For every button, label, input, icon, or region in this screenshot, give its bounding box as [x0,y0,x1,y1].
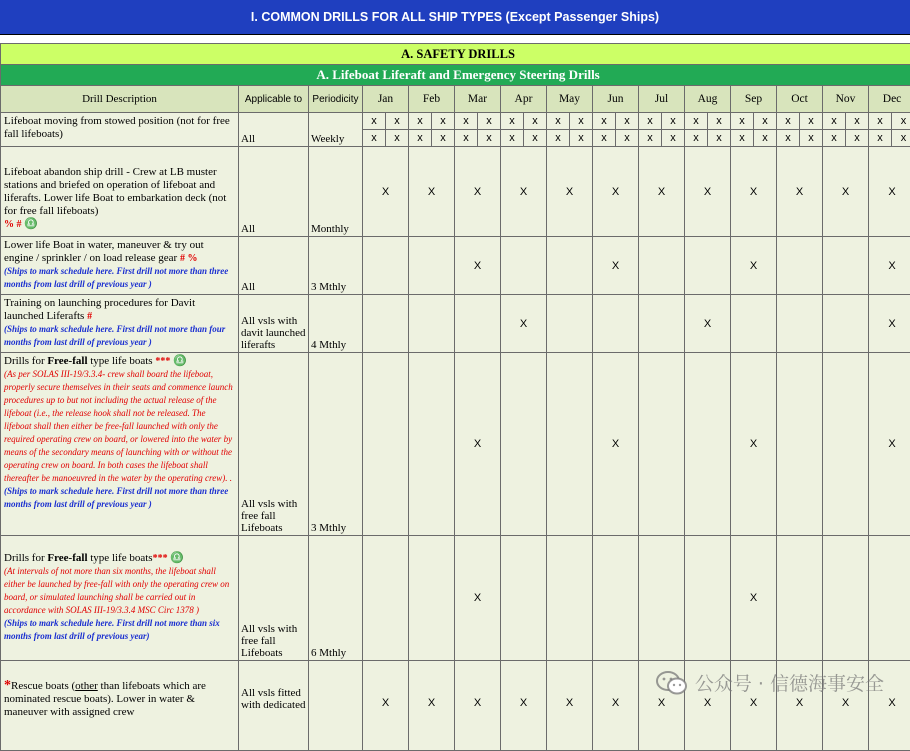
week-cell[interactable]: x [478,130,501,147]
month-cell[interactable]: X [731,536,777,661]
month-cell[interactable] [455,295,501,353]
week-cell[interactable]: x [777,130,800,147]
drill-description: Training on launching procedures for Davit launched Liferafts # (Ships to mark schedule here. First drill not more than four months from last drill of previous year ) [1,295,239,353]
header-month: Nov [823,86,869,113]
header-applicable: Applicable to [239,86,309,113]
applicable-to: All vsls with davit launched liferafts [239,295,309,353]
month-cell[interactable]: X [731,661,777,751]
table-row [1,536,910,661]
month-cell[interactable] [501,353,547,536]
month-cell[interactable]: X [731,237,777,295]
week-cell[interactable]: x [547,130,570,147]
drill-marks: % # [4,219,22,230]
week-cell[interactable]: x [754,113,777,130]
month-cell[interactable] [409,536,455,661]
solas-note: (As per SOLAS III-19/3.3.4- crew shall board the lifeboat, properly secure themselves in their seats and commence launch procedures up to but not including the actual release of the lifeboat (i.e., the release hook shall not be released. The lifeboat shall then either be free-fall launched with only the required operating crew on board, or lowered into the water by means of the secondary means of launching with or without the operating crew on board. In both cases the lifeboat shall thereafter be manoeuvred in the water by the operating crew). . [4,369,233,483]
drill-marks: # [87,311,92,322]
month-cell[interactable]: X [731,353,777,536]
header-month: Jun [593,86,639,113]
schedule-note: (Ships to mark schedule here. First drill not more than six months from last drill of previous year) [4,618,220,641]
header-month: Oct [777,86,823,113]
schedule-note: (Ships to mark schedule here. First drill not more than three months from last drill of previous year ) [4,266,228,289]
week-cell[interactable]: x [409,113,432,130]
month-cell[interactable] [777,536,823,661]
month-cell[interactable] [685,237,731,295]
week-cell[interactable]: x [708,130,731,147]
month-cell[interactable] [547,295,593,353]
month-cell[interactable]: X [455,536,501,661]
header-month: Jan [363,86,409,113]
week-cell[interactable]: x [846,113,869,130]
month-cell[interactable] [731,295,777,353]
week-cell[interactable]: x [455,130,478,147]
table-row [1,295,910,353]
month-cell[interactable] [639,237,685,295]
week-cell[interactable]: x [823,113,846,130]
month-cell[interactable] [685,536,731,661]
month-cell[interactable]: X [455,661,501,751]
month-cell[interactable]: X [455,237,501,295]
month-cell[interactable]: X [455,147,501,237]
month-cell[interactable]: X [639,147,685,237]
month-cell[interactable]: X [823,147,869,237]
applicable-to: All [239,237,309,295]
periodicity: Weekly [309,113,363,147]
week-cell[interactable]: x [892,130,910,147]
week-cell[interactable]: x [777,113,800,130]
month-cell[interactable]: X [685,295,731,353]
drill-schedule-table [0,43,910,751]
header-month: Aug [685,86,731,113]
month-cell[interactable]: X [593,237,639,295]
periodicity: Monthly [309,147,363,237]
month-cell[interactable] [823,536,869,661]
drill-description: Lifeboat abandon ship drill - Crew at LB muster stations and briefed on operation of lifeboat and liferafts. Lower life Boat to embarkation deck (not for free fall lifeboats) % # ♎ [1,147,239,237]
week-cell[interactable]: x [823,130,846,147]
section-title: A. SAFETY DRILLS [1,44,910,65]
libra-icon: ♎ [173,355,187,367]
week-cell[interactable]: x [455,113,478,130]
applicable-to: All vsls with free fall Lifeboats [239,536,309,661]
week-cell[interactable]: x [869,130,892,147]
month-cell[interactable]: X [501,147,547,237]
week-cell[interactable]: x [708,113,731,130]
table-row [1,113,910,130]
star-mark: * [4,678,11,693]
drill-marks: # % [180,253,198,264]
month-cell[interactable] [363,353,409,536]
drill-description: *Rescue boats (other than lifeboats which are nominated rescue boats). Lower in water & maneuver with assigned crew [1,661,239,751]
month-cell[interactable] [363,536,409,661]
month-cell[interactable] [685,353,731,536]
month-cell[interactable]: X [777,147,823,237]
header-description: Drill Description [1,86,239,113]
section-band [1,44,910,65]
applicable-to: All [239,147,309,237]
table-row [1,147,910,237]
week-cell[interactable]: x [524,130,547,147]
month-cell[interactable] [823,295,869,353]
week-cell[interactable]: x [639,130,662,147]
month-cell[interactable] [777,353,823,536]
page-title: I. COMMON DRILLS FOR ALL SHIP TYPES (Except Passenger Ships) [251,10,659,24]
month-cell[interactable]: X [363,147,409,237]
page-title-bar [0,0,910,35]
month-cell[interactable]: X [731,147,777,237]
month-cell[interactable] [409,353,455,536]
month-cell[interactable] [593,295,639,353]
month-cell[interactable] [363,237,409,295]
month-cell[interactable]: X [409,661,455,751]
drill-marks: *** [153,553,168,564]
header-month: Jul [639,86,685,113]
week-cell[interactable]: x [501,130,524,147]
month-cell[interactable] [823,353,869,536]
watermark [655,669,884,696]
drill-description: Drills for Free-fall type life boats *** ♎ (As per SOLAS III-19/3.3.4- crew shall board the lifeboat, properly secure themselves in their seats and commence launch procedures up to but not including the actual release of the lifeboat (i.e., the release hook shall not be released. The lifeboat shall then either be free-fall launched with only the required operating crew on board, or lowered into the water by means of the secondary means of launching with or without the operating crew on board. In both cases the lifeboat shall thereafter be manoeuvred in the water by the operating crew). . (Ships to mark schedule here. First drill not more than three months from last drill of previous year ) [1,353,239,536]
week-cell[interactable]: x [731,130,754,147]
table-row [1,237,910,295]
drill-marks: *** [155,356,170,367]
month-cell[interactable]: X [409,147,455,237]
month-cell[interactable] [593,536,639,661]
week-cell[interactable]: x [432,130,455,147]
week-cell[interactable]: x [754,130,777,147]
month-cell[interactable] [639,353,685,536]
periodicity: 3 Mthly [309,237,363,295]
schedule-note: (Ships to mark schedule here. First drill not more than three months from last drill of previous year ) [4,486,228,509]
week-cell[interactable]: x [547,113,570,130]
header-month: Feb [409,86,455,113]
month-cell[interactable]: X [869,661,910,751]
week-cell[interactable]: x [386,130,409,147]
month-cell[interactable]: X [455,353,501,536]
week-cell[interactable]: x [731,113,754,130]
header-periodicity: Periodicity [309,86,363,113]
month-cell[interactable]: X [869,353,910,536]
subsection-title: A. Lifeboat Liferaft and Emergency Steering Drills [1,65,910,86]
week-cell[interactable]: x [846,130,869,147]
month-cell[interactable]: X [685,147,731,237]
solas-note: (At intervals of not more than six months, the lifeboat shall either be launched by free-fall with only the operating crew on board, or simulated launching shall be carried out in accordance with SOLAS III-19/3.3.4 MSC Circ 1378 ) [4,566,229,615]
month-cell[interactable]: X [593,147,639,237]
header-row [1,86,910,113]
week-cell[interactable]: x [639,113,662,130]
applicable-to: All vsls with free fall Lifeboats [239,353,309,536]
week-cell[interactable]: x [662,113,685,130]
drill-description: Drills for Free-fall type life boats*** ♎ (At intervals of not more than six months, the lifeboat shall either be launched by free-fall with only the operating crew on board, or simulated launching shall be carried out in accordance with SOLAS III-19/3.3.4 MSC Circ 1378 ) (Ships to mark schedule here. First drill not more than six months from last drill of previous year) [1,536,239,661]
week-cell[interactable]: x [501,113,524,130]
applicable-to: All [239,113,309,147]
week-cell[interactable]: x [386,113,409,130]
header-month: May [547,86,593,113]
header-month: Sep [731,86,777,113]
week-cell[interactable]: x [593,113,616,130]
schedule-note: (Ships to mark schedule here. First drill not more than four months from last drill of previous year ) [4,324,225,347]
wechat-icon [655,670,689,696]
week-cell[interactable]: x [800,113,823,130]
week-cell[interactable]: x [478,113,501,130]
month-cell[interactable]: X [593,661,639,751]
week-cell[interactable]: x [363,113,386,130]
month-cell[interactable]: X [777,661,823,751]
header-month: Dec [869,86,910,113]
week-cell[interactable]: x [570,130,593,147]
table-row [1,353,910,536]
week-cell[interactable]: x [685,113,708,130]
week-cell[interactable]: x [662,130,685,147]
month-cell[interactable]: X [547,147,593,237]
drill-description: Lower life Boat in water, maneuver & try out engine / sprinkler / on load release gear # % (Ships to mark schedule here. First drill not more than three months from last drill of previous year ) [1,237,239,295]
month-cell[interactable]: X [639,661,685,751]
month-cell[interactable]: X [869,147,910,237]
week-cell[interactable]: x [685,130,708,147]
periodicity: 4 Mthly [309,295,363,353]
applicable-to: All vsls fitted with dedicated [239,661,309,751]
month-cell[interactable]: X [593,353,639,536]
month-cell[interactable] [823,237,869,295]
month-cell[interactable] [409,237,455,295]
week-cell[interactable]: x [570,113,593,130]
month-cell[interactable]: X [363,661,409,751]
drill-description: Lifeboat moving from stowed position (not for free fall lifeboats) [1,113,239,147]
header-month: Mar [455,86,501,113]
month-cell[interactable] [869,536,910,661]
month-cell[interactable] [639,295,685,353]
month-cell[interactable]: X [685,661,731,751]
subsection-band [1,65,910,86]
week-cell[interactable]: x [363,130,386,147]
month-cell[interactable] [547,353,593,536]
week-cell[interactable]: x [869,113,892,130]
month-cell[interactable] [501,237,547,295]
month-cell[interactable] [639,536,685,661]
month-cell[interactable] [363,295,409,353]
month-cell[interactable] [547,237,593,295]
month-cell[interactable] [777,237,823,295]
month-cell[interactable]: X [547,661,593,751]
week-cell[interactable]: x [432,113,455,130]
week-cell[interactable]: x [616,113,639,130]
month-cell[interactable]: X [501,661,547,751]
periodicity [309,661,363,751]
month-cell[interactable] [777,295,823,353]
month-cell[interactable]: X [869,237,910,295]
month-cell[interactable]: X [501,295,547,353]
month-cell[interactable] [501,536,547,661]
month-cell[interactable] [409,295,455,353]
month-cell[interactable]: X [823,661,869,751]
week-cell[interactable]: x [409,130,432,147]
week-cell[interactable]: x [593,130,616,147]
week-cell[interactable]: x [524,113,547,130]
month-cell[interactable] [547,536,593,661]
header-month: Apr [501,86,547,113]
watermark-text: 公众号 · 信德海事安全 [695,669,884,696]
periodicity: 3 Mthly [309,353,363,536]
periodicity: 6 Mthly [309,536,363,661]
month-cell[interactable]: X [869,295,910,353]
libra-icon: ♎ [170,552,184,564]
week-cell[interactable]: x [892,113,910,130]
week-cell[interactable]: x [800,130,823,147]
week-cell[interactable]: x [616,130,639,147]
libra-icon: ♎ [24,218,38,230]
